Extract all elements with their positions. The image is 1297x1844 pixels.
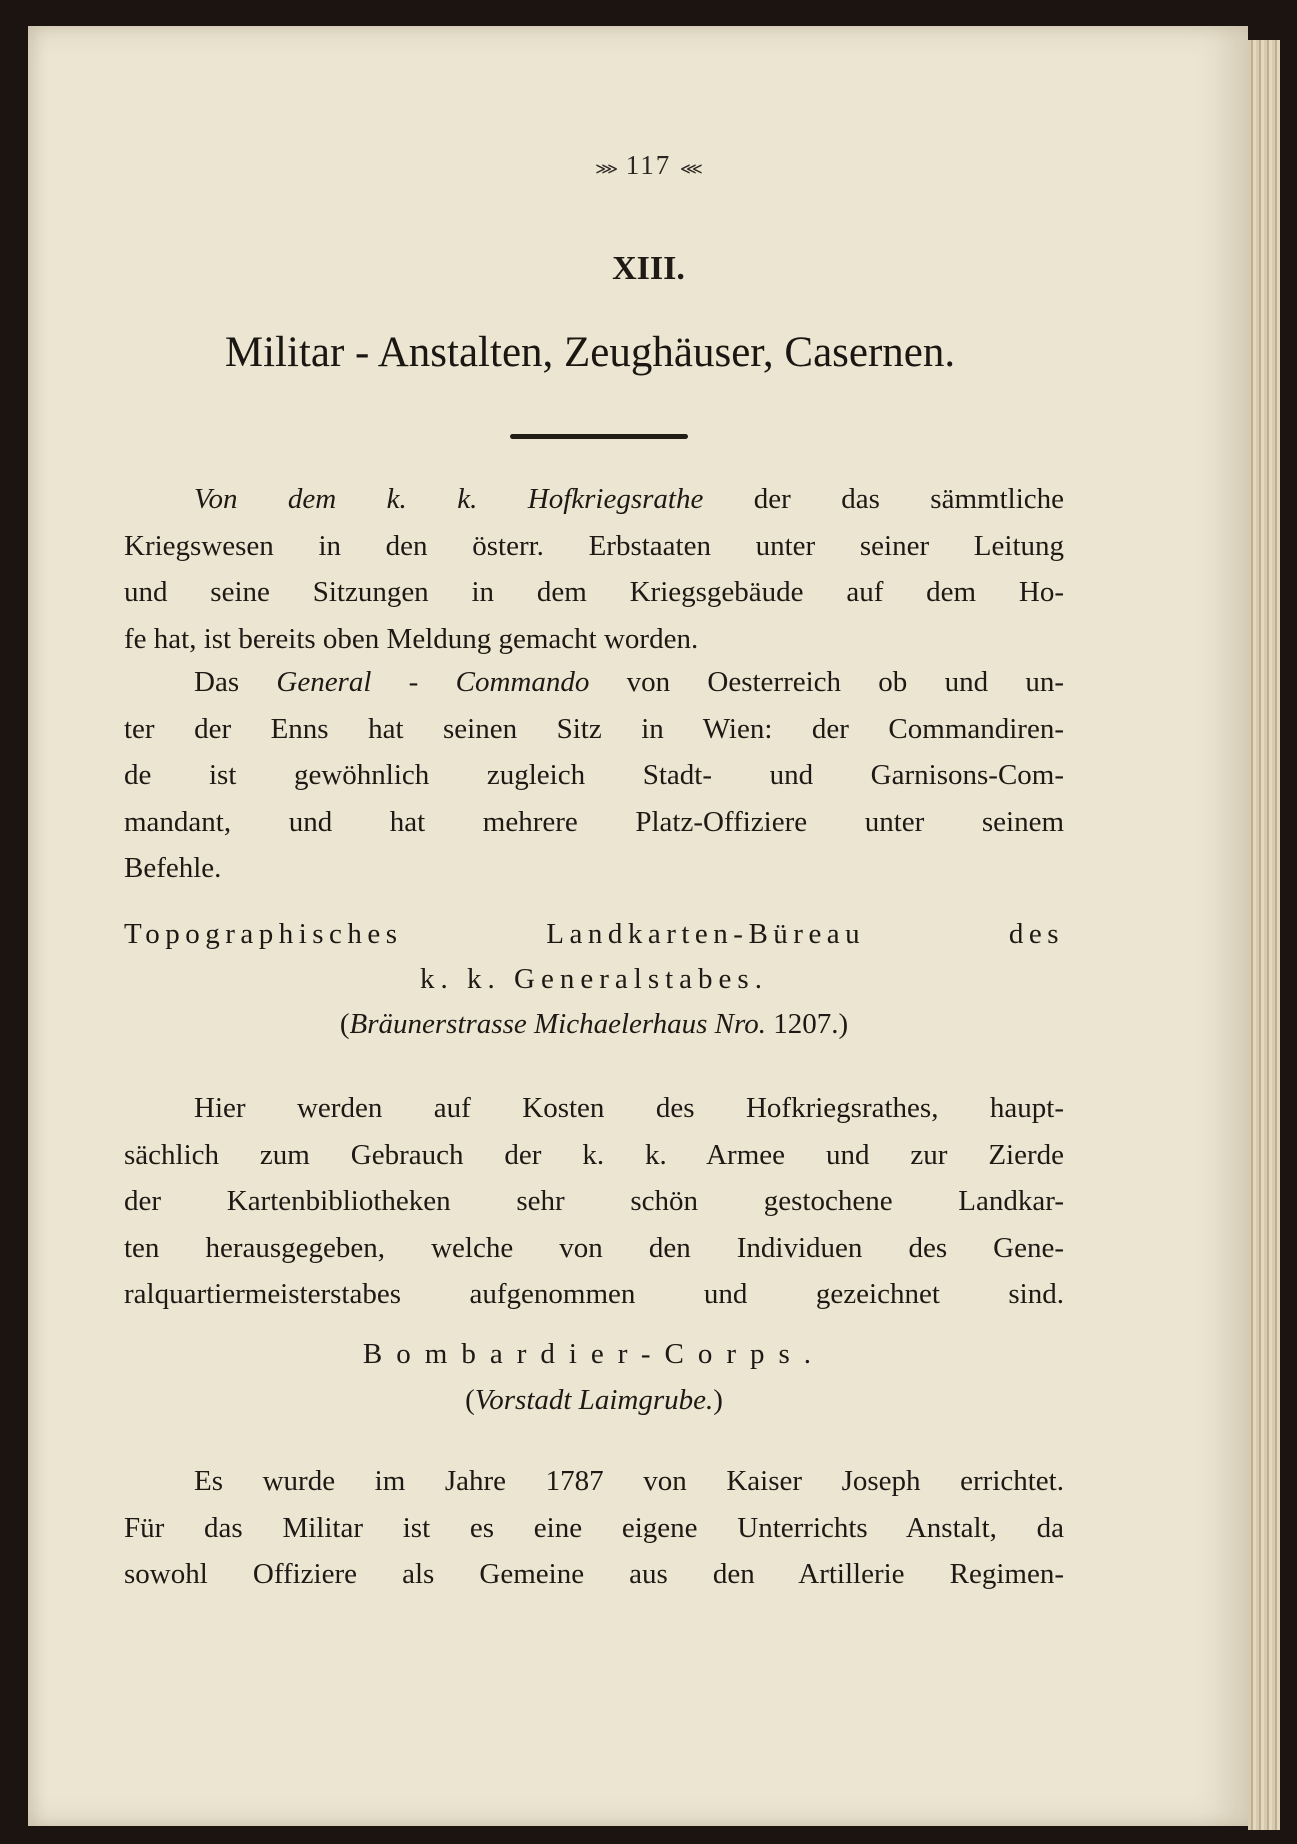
- section-heading-bombardier: Bombardier-Corps.: [362, 1338, 826, 1370]
- text-line: der Kartenbibliotheken sehr schön gestochene Landkar-: [124, 1185, 1064, 1217]
- paragraph-landkarten: [124, 1085, 1064, 1318]
- text-line: Befehle.: [124, 852, 222, 884]
- text-line: ter der Enns hat seinen Sitz in Wien: der Commandiren-: [124, 712, 1064, 745]
- text-line: Es wurde im Jahre 1787 von Kaiser Joseph errichtet.: [194, 1465, 1064, 1497]
- address-text: Vorstadt Laimgrube.: [474, 1384, 714, 1416]
- address-text: Bräunerstrasse Michaelerhaus Nro.: [349, 1008, 766, 1040]
- title-rule: [510, 434, 688, 439]
- section-address-landkarten: [124, 1008, 1064, 1041]
- chapter-title: Militar - Anstalten, Zeughäuser, Casernen.: [224, 329, 956, 376]
- text-line: ten herausgegeben, welche von den Individuen des Gene-: [124, 1231, 1064, 1264]
- paragraph-hofkriegsrath: [124, 476, 1064, 662]
- address-number: 1207.): [765, 1008, 849, 1040]
- text-line: [124, 659, 1064, 706]
- section-heading-landkarten: Topographisches Landkarten-Büreau des: [124, 918, 1064, 950]
- page-number: 117: [625, 150, 672, 180]
- paren: (: [465, 1384, 475, 1416]
- text-line: Für das Militar ist es eine eigene Unterrichts Anstalt, da: [124, 1511, 1064, 1544]
- italic-phrase: Von dem k. k. Hofkriegsrathe: [194, 483, 704, 515]
- text-line: Kriegswesen in den österr. Erbstaaten unter seiner Leitung: [124, 529, 1064, 562]
- running-head: [0, 150, 1297, 181]
- text-fragment: der das sämmtliche: [703, 483, 1064, 515]
- text-line: ralquartiermeisterstabes aufgenommen und gezeichnet sind.: [124, 1278, 1064, 1310]
- paren: ): [713, 1384, 723, 1416]
- text-line: und seine Sitzungen in dem Kriegsgebäude auf dem Ho-: [124, 576, 1064, 608]
- text-fragment: Das: [194, 666, 277, 698]
- text-line: sächlich zum Gebrauch der k. k. Armee und zur Zierde: [124, 1138, 1064, 1171]
- ornament-left: ⋙: [595, 161, 617, 178]
- text-line: Hier werden auf Kosten des Hofkriegsrathes, haupt-: [194, 1092, 1064, 1124]
- chapter-number: XIII.: [612, 250, 685, 287]
- text-line: de ist gewöhnlich zugleich Stadt- und Garnisons-Com-: [124, 759, 1064, 791]
- text-line: mandant, und hat mehrere Platz-Offiziere unter seinem: [124, 805, 1064, 838]
- text-line: [124, 476, 1064, 523]
- text-line: sowohl Offiziere als Gemeine aus den Artillerie Regimen-: [124, 1558, 1064, 1590]
- paragraph-general-commando: [124, 659, 1064, 892]
- section-address-bombardier: [124, 1384, 1064, 1417]
- section-heading-generalstab: k. k. Generalstabes.: [420, 963, 768, 995]
- text-line: fe hat, ist bereits oben Meldung gemacht worden.: [124, 622, 699, 655]
- paren: (: [339, 1008, 350, 1040]
- page-edge-stack: [1248, 40, 1280, 1830]
- italic-phrase: General - Commando: [276, 666, 590, 698]
- ornament-right: ⋘: [680, 161, 702, 178]
- text-fragment: von Oesterreich ob und un-: [589, 666, 1064, 698]
- paragraph-bombardier: [124, 1458, 1064, 1598]
